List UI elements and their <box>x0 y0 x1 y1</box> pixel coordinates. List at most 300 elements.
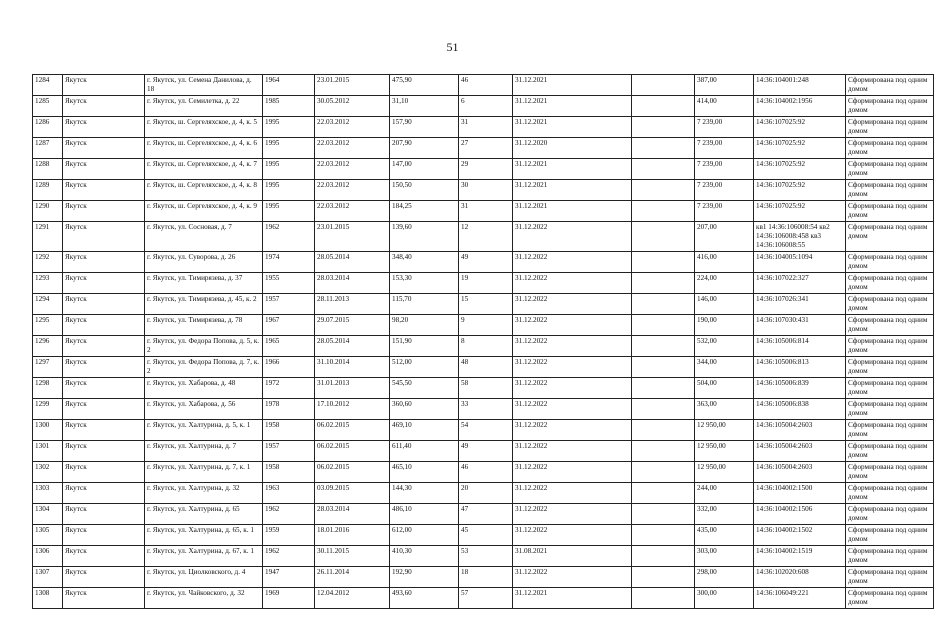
cell-residents-count: 9 <box>459 315 513 336</box>
cell-area: 192,90 <box>390 567 459 588</box>
cell-area: 611,40 <box>390 441 459 462</box>
cell-city: Якутск <box>63 294 145 315</box>
cell-area: 469,10 <box>390 420 459 441</box>
cell-address: г. Якутск, ул. Халтурина, д. 32 <box>145 483 263 504</box>
cell-cost: 7 239,00 <box>695 138 754 159</box>
cell-blank-cell <box>632 159 695 180</box>
cell-cadastral-number: 14:36:107022:327 <box>754 273 846 294</box>
cell-blank-cell <box>632 462 695 483</box>
cell-deadline: 31.12.2022 <box>513 378 632 399</box>
cell-registration-date: 28.03.2014 <box>315 273 390 294</box>
cell-residents-count: 31 <box>459 201 513 222</box>
cell-land-status: Сформирована под одним домом <box>846 462 934 483</box>
cell-address: г. Якутск, ул. Халтурина, д. 65, к. 1 <box>145 525 263 546</box>
cell-row-number: 1287 <box>33 138 63 159</box>
table-row <box>33 294 934 315</box>
cell-cost: 298,00 <box>695 567 754 588</box>
cell-cost: 7 239,00 <box>695 159 754 180</box>
cell-area: 475,90 <box>390 75 459 96</box>
cell-registration-date: 22.03.2012 <box>315 138 390 159</box>
cell-cost: 344,00 <box>695 357 754 378</box>
cell-area: 115,70 <box>390 294 459 315</box>
cell-residents-count: 31 <box>459 117 513 138</box>
cell-area: 348,40 <box>390 252 459 273</box>
cell-build-year: 1966 <box>263 357 315 378</box>
table-row <box>33 222 934 252</box>
cell-land-status: Сформирована под одним домом <box>846 336 934 357</box>
cell-address: г. Якутск, ул. Халтурина, д. 67, к. 1 <box>145 546 263 567</box>
cell-city: Якутск <box>63 420 145 441</box>
cell-build-year: 1995 <box>263 180 315 201</box>
cell-land-status: Сформирована под одним домом <box>846 252 934 273</box>
cell-deadline: 31.12.2022 <box>513 420 632 441</box>
cell-blank-cell <box>632 96 695 117</box>
cell-row-number: 1288 <box>33 159 63 180</box>
cell-deadline: 31.12.2022 <box>513 294 632 315</box>
page-number: 51 <box>446 40 459 54</box>
cell-city: Якутск <box>63 273 145 294</box>
cell-build-year: 1985 <box>263 96 315 117</box>
cell-blank-cell <box>632 525 695 546</box>
cell-cost: 387,00 <box>695 75 754 96</box>
cell-cost: 435,00 <box>695 525 754 546</box>
cell-blank-cell <box>632 504 695 525</box>
cell-city: Якутск <box>63 315 145 336</box>
cell-area: 512,00 <box>390 357 459 378</box>
cell-cost: 244,00 <box>695 483 754 504</box>
cell-area: 184,25 <box>390 201 459 222</box>
cell-build-year: 1974 <box>263 252 315 273</box>
cell-row-number: 1284 <box>33 75 63 96</box>
cell-area: 545,50 <box>390 378 459 399</box>
cell-area: 139,60 <box>390 222 459 252</box>
cell-deadline: 31.12.2022 <box>513 336 632 357</box>
cell-registration-date: 26.11.2014 <box>315 567 390 588</box>
cell-area: 207,90 <box>390 138 459 159</box>
cell-cadastral-number: 14:36:105006:814 <box>754 336 846 357</box>
cell-cadastral-number: 14:36:104002:1506 <box>754 504 846 525</box>
cell-blank-cell <box>632 252 695 273</box>
cell-residents-count: 48 <box>459 357 513 378</box>
cell-blank-cell <box>632 273 695 294</box>
cell-build-year: 1957 <box>263 294 315 315</box>
table-row <box>33 180 934 201</box>
cell-deadline: 31.12.2022 <box>513 222 632 252</box>
cell-cadastral-number: 14:36:105006:839 <box>754 378 846 399</box>
table-row <box>33 420 934 441</box>
table-row <box>33 336 934 357</box>
cell-city: Якутск <box>63 588 145 609</box>
cell-cadastral-number: 14:36:107026:341 <box>754 294 846 315</box>
cell-cadastral-number: 14:36:107025:92 <box>754 159 846 180</box>
cell-residents-count: 54 <box>459 420 513 441</box>
cell-row-number: 1301 <box>33 441 63 462</box>
cell-residents-count: 20 <box>459 483 513 504</box>
cell-address: г. Якутск, ш. Сергеляхское, д. 4, к. 7 <box>145 159 263 180</box>
cell-row-number: 1292 <box>33 252 63 273</box>
cell-cost: 7 239,00 <box>695 180 754 201</box>
cell-area: 410,30 <box>390 546 459 567</box>
cell-land-status: Сформирована под одним домом <box>846 273 934 294</box>
cell-cost: 363,00 <box>695 399 754 420</box>
cell-cadastral-number: 14:36:104002:1502 <box>754 525 846 546</box>
cell-cadastral-number: 14:36:104002:1956 <box>754 96 846 117</box>
cell-residents-count: 12 <box>459 222 513 252</box>
cell-residents-count: 57 <box>459 588 513 609</box>
cell-city: Якутск <box>63 441 145 462</box>
table-row <box>33 399 934 420</box>
cell-build-year: 1978 <box>263 399 315 420</box>
cell-registration-date: 18.01.2016 <box>315 525 390 546</box>
cell-city: Якутск <box>63 180 145 201</box>
cell-row-number: 1299 <box>33 399 63 420</box>
cell-cost: 504,00 <box>695 378 754 399</box>
cell-blank-cell <box>632 117 695 138</box>
cell-residents-count: 27 <box>459 138 513 159</box>
cell-blank-cell <box>632 378 695 399</box>
cell-land-status: Сформирована под одним домом <box>846 138 934 159</box>
cell-registration-date: 22.03.2012 <box>315 159 390 180</box>
cell-land-status: Сформирована под одним домом <box>846 378 934 399</box>
cell-city: Якутск <box>63 462 145 483</box>
cell-blank-cell <box>632 201 695 222</box>
cell-address: г. Якутск, ул. Чайковского, д. 32 <box>145 588 263 609</box>
cell-address: г. Якутск, ул. Халтурина, д. 5, к. 1 <box>145 420 263 441</box>
cell-address: г. Якутск, ул. Тимирязева, д. 37 <box>145 273 263 294</box>
cell-row-number: 1285 <box>33 96 63 117</box>
cell-address: г. Якутск, ул. Тимирязева, д. 78 <box>145 315 263 336</box>
cell-cadastral-number: 14:36:105006:838 <box>754 399 846 420</box>
cell-residents-count: 6 <box>459 96 513 117</box>
cell-area: 98,20 <box>390 315 459 336</box>
cell-residents-count: 33 <box>459 399 513 420</box>
cell-blank-cell <box>632 441 695 462</box>
cell-registration-date: 30.11.2015 <box>315 546 390 567</box>
cell-cost: 532,00 <box>695 336 754 357</box>
cell-deadline: 31.12.2022 <box>513 567 632 588</box>
cell-blank-cell <box>632 357 695 378</box>
cell-land-status: Сформирована под одним домом <box>846 315 934 336</box>
table-row <box>33 159 934 180</box>
cell-deadline: 31.12.2022 <box>513 315 632 336</box>
cell-deadline: 31.08.2021 <box>513 546 632 567</box>
cell-address: г. Якутск, ш. Сергеляхское, д. 4, к. 8 <box>145 180 263 201</box>
cell-area: 612,00 <box>390 525 459 546</box>
cell-build-year: 1958 <box>263 462 315 483</box>
cell-deadline: 31.12.2022 <box>513 441 632 462</box>
table-row <box>33 96 934 117</box>
cell-blank-cell <box>632 546 695 567</box>
cell-area: 360,60 <box>390 399 459 420</box>
cell-build-year: 1962 <box>263 504 315 525</box>
cell-land-status: Сформирована под одним домом <box>846 117 934 138</box>
table-row <box>33 567 934 588</box>
cell-deadline: 31.12.2022 <box>513 357 632 378</box>
cell-deadline: 31.12.2022 <box>513 273 632 294</box>
cell-residents-count: 49 <box>459 252 513 273</box>
cell-row-number: 1290 <box>33 201 63 222</box>
cell-registration-date: 28.05.2014 <box>315 252 390 273</box>
cell-cost: 332,00 <box>695 504 754 525</box>
cell-row-number: 1289 <box>33 180 63 201</box>
cell-cost: 207,00 <box>695 222 754 252</box>
cell-registration-date: 22.03.2012 <box>315 180 390 201</box>
cell-residents-count: 45 <box>459 525 513 546</box>
cell-city: Якутск <box>63 399 145 420</box>
cell-blank-cell <box>632 399 695 420</box>
cell-blank-cell <box>632 75 695 96</box>
cell-cadastral-number: 14:36:107030:431 <box>754 315 846 336</box>
cell-registration-date: 06.02.2015 <box>315 420 390 441</box>
cell-row-number: 1296 <box>33 336 63 357</box>
cell-city: Якутск <box>63 138 145 159</box>
cell-residents-count: 19 <box>459 273 513 294</box>
cell-residents-count: 18 <box>459 567 513 588</box>
cell-address: г. Якутск, ул. Семилетка, д. 22 <box>145 96 263 117</box>
cell-build-year: 1959 <box>263 525 315 546</box>
cell-blank-cell <box>632 222 695 252</box>
table-row <box>33 252 934 273</box>
cell-row-number: 1286 <box>33 117 63 138</box>
table-row <box>33 117 934 138</box>
cell-residents-count: 46 <box>459 462 513 483</box>
cell-build-year: 1969 <box>263 588 315 609</box>
cell-area: 144,30 <box>390 483 459 504</box>
cell-cadastral-number: 14:36:104002:1500 <box>754 483 846 504</box>
cell-city: Якутск <box>63 336 145 357</box>
cell-cadastral-number: 14:36:107025:92 <box>754 180 846 201</box>
cell-build-year: 1972 <box>263 378 315 399</box>
cell-registration-date: 31.10.2014 <box>315 357 390 378</box>
cell-residents-count: 15 <box>459 294 513 315</box>
cell-residents-count: 46 <box>459 75 513 96</box>
cell-land-status: Сформирована под одним домом <box>846 504 934 525</box>
cell-build-year: 1963 <box>263 483 315 504</box>
cell-area: 153,30 <box>390 273 459 294</box>
cell-cadastral-number: 14:36:106049:221 <box>754 588 846 609</box>
cell-row-number: 1294 <box>33 294 63 315</box>
cell-city: Якутск <box>63 201 145 222</box>
cell-deadline: 31.12.2022 <box>513 462 632 483</box>
cell-city: Якутск <box>63 483 145 504</box>
cell-address: г. Якутск, ш. Сергеляхское, д. 4, к. 6 <box>145 138 263 159</box>
cell-address: г. Якутск, ул. Сосновая, д. 7 <box>145 222 263 252</box>
cell-land-status: Сформирована под одним домом <box>846 588 934 609</box>
cell-city: Якутск <box>63 252 145 273</box>
cell-registration-date: 03.09.2015 <box>315 483 390 504</box>
table-body <box>33 75 934 609</box>
cell-row-number: 1300 <box>33 420 63 441</box>
cell-cost: 190,00 <box>695 315 754 336</box>
cell-cost: 7 239,00 <box>695 117 754 138</box>
cell-address: г. Якутск, ул. Халтурина, д. 7 <box>145 441 263 462</box>
cell-area: 465,10 <box>390 462 459 483</box>
cell-address: г. Якутск, ул. Федора Попова, д. 5, к. 2 <box>145 336 263 357</box>
cell-cost: 224,00 <box>695 273 754 294</box>
cell-city: Якутск <box>63 75 145 96</box>
table-row <box>33 546 934 567</box>
cell-build-year: 1962 <box>263 222 315 252</box>
cell-city: Якутск <box>63 525 145 546</box>
cell-cost: 146,00 <box>695 294 754 315</box>
cell-build-year: 1962 <box>263 546 315 567</box>
cell-row-number: 1295 <box>33 315 63 336</box>
cell-cost: 7 239,00 <box>695 201 754 222</box>
cell-deadline: 31.12.2021 <box>513 117 632 138</box>
cell-blank-cell <box>632 138 695 159</box>
cell-cadastral-number: кв1 14:36:106008:54 кв2 14:36:106008:458 кв3 14:36:106008:55 <box>754 222 846 252</box>
cell-registration-date: 06.02.2015 <box>315 441 390 462</box>
cell-registration-date: 29.07.2015 <box>315 315 390 336</box>
cell-blank-cell <box>632 180 695 201</box>
cell-land-status: Сформирована под одним домом <box>846 96 934 117</box>
cell-address: г. Якутск, ул. Циолковского, д. 4 <box>145 567 263 588</box>
cell-row-number: 1307 <box>33 567 63 588</box>
cell-row-number: 1298 <box>33 378 63 399</box>
cell-address: г. Якутск, ш. Сергеляхское, д. 4, к. 9 <box>145 201 263 222</box>
cell-area: 486,10 <box>390 504 459 525</box>
table-row <box>33 462 934 483</box>
cell-row-number: 1297 <box>33 357 63 378</box>
cell-land-status: Сформирована под одним домом <box>846 294 934 315</box>
cell-area: 157,90 <box>390 117 459 138</box>
cell-row-number: 1291 <box>33 222 63 252</box>
cell-registration-date: 28.11.2013 <box>315 294 390 315</box>
cell-cost: 414,00 <box>695 96 754 117</box>
cell-deadline: 31.12.2022 <box>513 483 632 504</box>
cell-registration-date: 28.05.2014 <box>315 336 390 357</box>
cell-cadastral-number: 14:36:105004:2603 <box>754 420 846 441</box>
cell-city: Якутск <box>63 357 145 378</box>
cell-cadastral-number: 14:36:105004:2603 <box>754 441 846 462</box>
table-row <box>33 441 934 462</box>
cell-row-number: 1308 <box>33 588 63 609</box>
cell-cost: 12 950,00 <box>695 462 754 483</box>
cell-blank-cell <box>632 567 695 588</box>
cell-residents-count: 53 <box>459 546 513 567</box>
cell-row-number: 1293 <box>33 273 63 294</box>
cell-cost: 416,00 <box>695 252 754 273</box>
cell-city: Якутск <box>63 567 145 588</box>
cell-land-status: Сформирована под одним домом <box>846 525 934 546</box>
table-row <box>33 273 934 294</box>
cell-build-year: 1965 <box>263 336 315 357</box>
cell-registration-date: 23.01.2015 <box>315 75 390 96</box>
cell-row-number: 1302 <box>33 462 63 483</box>
cell-land-status: Сформирована под одним домом <box>846 222 934 252</box>
cell-deadline: 31.12.2021 <box>513 201 632 222</box>
table-row <box>33 357 934 378</box>
cell-deadline: 31.12.2022 <box>513 252 632 273</box>
table-row <box>33 588 934 609</box>
cell-build-year: 1958 <box>263 420 315 441</box>
table-row <box>33 201 934 222</box>
cell-build-year: 1955 <box>263 273 315 294</box>
cell-registration-date: 17.10.2012 <box>315 399 390 420</box>
cell-cadastral-number: 14:36:104002:1519 <box>754 546 846 567</box>
cell-registration-date: 30.05.2012 <box>315 96 390 117</box>
cell-area: 493,60 <box>390 588 459 609</box>
cell-city: Якутск <box>63 378 145 399</box>
cell-deadline: 31.12.2020 <box>513 138 632 159</box>
cell-land-status: Сформирована под одним домом <box>846 201 934 222</box>
cell-build-year: 1964 <box>263 75 315 96</box>
cell-row-number: 1306 <box>33 546 63 567</box>
cell-city: Якутск <box>63 504 145 525</box>
cell-registration-date: 31.01.2013 <box>315 378 390 399</box>
cell-cadastral-number: 14:36:105006:813 <box>754 357 846 378</box>
cell-cost: 303,00 <box>695 546 754 567</box>
cell-city: Якутск <box>63 222 145 252</box>
cell-registration-date: 22.03.2012 <box>315 117 390 138</box>
cell-land-status: Сформирована под одним домом <box>846 75 934 96</box>
table-row <box>33 138 934 159</box>
cell-land-status: Сформирована под одним домом <box>846 399 934 420</box>
cell-city: Якутск <box>63 117 145 138</box>
cell-area: 147,00 <box>390 159 459 180</box>
cell-address: г. Якутск, ул. Суворова, д. 26 <box>145 252 263 273</box>
cell-area: 151,90 <box>390 336 459 357</box>
cell-residents-count: 58 <box>459 378 513 399</box>
cell-build-year: 1957 <box>263 441 315 462</box>
cell-deadline: 31.12.2022 <box>513 504 632 525</box>
cell-build-year: 1947 <box>263 567 315 588</box>
cell-deadline: 31.12.2021 <box>513 159 632 180</box>
cell-residents-count: 8 <box>459 336 513 357</box>
cell-land-status: Сформирована под одним домом <box>846 159 934 180</box>
cell-cadastral-number: 14:36:107025:92 <box>754 117 846 138</box>
cell-blank-cell <box>632 294 695 315</box>
cell-registration-date: 28.03.2014 <box>315 504 390 525</box>
cell-cost: 12 950,00 <box>695 420 754 441</box>
cell-cadastral-number: 14:36:104001:248 <box>754 75 846 96</box>
cell-land-status: Сформирована под одним домом <box>846 420 934 441</box>
cell-area: 150,50 <box>390 180 459 201</box>
cell-land-status: Сформирована под одним домом <box>846 441 934 462</box>
cell-residents-count: 29 <box>459 159 513 180</box>
cell-deadline: 31.12.2021 <box>513 180 632 201</box>
table-row <box>33 378 934 399</box>
cell-land-status: Сформирована под одним домом <box>846 546 934 567</box>
cell-address: г. Якутск, ул. Халтурина, д. 7, к. 1 <box>145 462 263 483</box>
cell-land-status: Сформирована под одним домом <box>846 180 934 201</box>
cell-blank-cell <box>632 315 695 336</box>
cell-address: г. Якутск, ул. Тимирязева, д. 45, к. 2 <box>145 294 263 315</box>
cell-cost: 300,00 <box>695 588 754 609</box>
cell-cadastral-number: 14:36:104005:1094 <box>754 252 846 273</box>
cell-blank-cell <box>632 420 695 441</box>
cell-deadline: 31.12.2022 <box>513 399 632 420</box>
cell-row-number: 1305 <box>33 525 63 546</box>
cell-build-year: 1995 <box>263 201 315 222</box>
table-row <box>33 75 934 96</box>
cell-city: Якутск <box>63 96 145 117</box>
cell-deadline: 31.12.2021 <box>513 588 632 609</box>
cell-build-year: 1995 <box>263 138 315 159</box>
cell-blank-cell <box>632 588 695 609</box>
cell-residents-count: 49 <box>459 441 513 462</box>
cell-row-number: 1304 <box>33 504 63 525</box>
cell-cadastral-number: 14:36:107025:92 <box>754 201 846 222</box>
cell-address: г. Якутск, ул. Хабарова, д. 56 <box>145 399 263 420</box>
table-row <box>33 525 934 546</box>
table-row <box>33 315 934 336</box>
cell-address: г. Якутск, ул. Халтурина, д. 65 <box>145 504 263 525</box>
cell-deadline: 31.12.2021 <box>513 75 632 96</box>
cell-row-number: 1303 <box>33 483 63 504</box>
cell-build-year: 1967 <box>263 315 315 336</box>
cell-address: г. Якутск, ш. Сергеляхское, д. 4, к. 5 <box>145 117 263 138</box>
